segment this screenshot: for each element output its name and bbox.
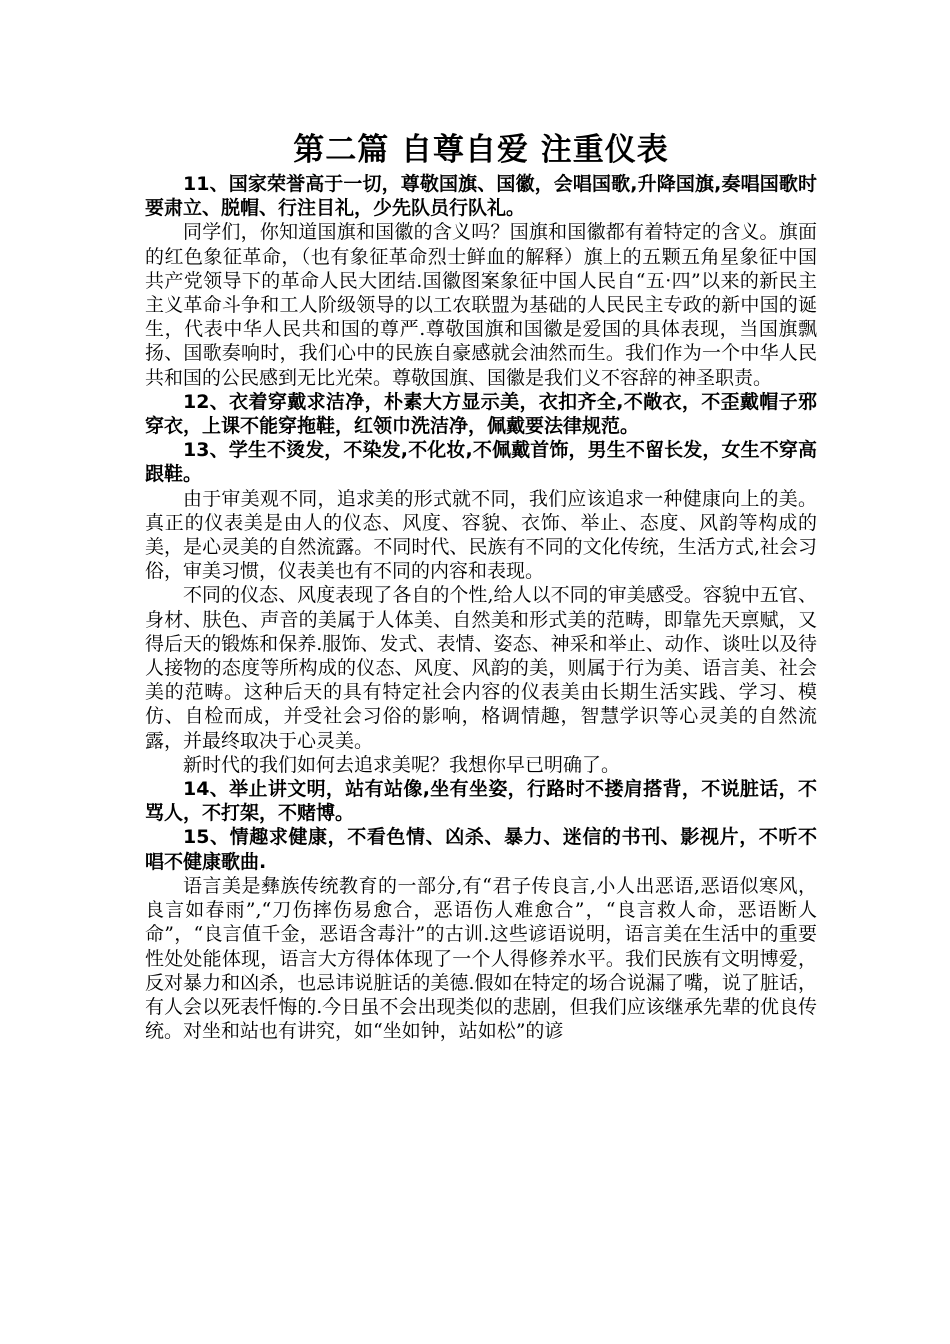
body-paragraph: 由于审美观不同，追求美的形式就不同，我们应该追求一种健康向上的美。真正的仪表美是由人的仪态、风度、容貌、衣饰、举止、态度、风韵等构成的美，是心灵美的自然流露。不同时代、民族有不同的文化传统，生活方式,社会习俗，审美习惯，仪表美也有不同的内容和表现。 bbox=[145, 487, 817, 583]
body-paragraph: 不同的仪态、风度表现了各自的个性,给人以不同的审美感受。容貌中五官、身材、肤色、声音的美属于人体美、自然美和形式美的范畴，即靠先天禀赋，又得后天的锻炼和保养.服饰、发式、表情、姿态、神采和举止、动作、谈吐以及待人接物的态度等所构成的仪态、风度、风韵的美，则属于行为美、语言美、社会美的范畴。这种后天的具有特定社会内容的仪表美由长期生活实践、学习、模仿、自检而成，并受社会习俗的影响，格调情趣，智慧学识等心灵美的自然流露，并最终取决于心灵美。 bbox=[145, 584, 817, 752]
document-body bbox=[145, 172, 817, 1043]
body-paragraph: 同学们，你知道国旗和国徽的含义吗？国旗和国徽都有着特定的含义。旗面的红色象征革命，（也有象征革命烈士鲜血的解释）旗上的五颗五角星象征中国共产党领导下的革命人民大团结.国徽图案象征中国人民自“五·四”以来的新民主主义革命斗争和工人阶级领导的以工农联盟为基础的人民民主专政的新中国的诞生，代表中华人民共和国的尊严.尊敬国旗和国徽是爱国的具体表现，当国旗飘扬、国歌奏响时，我们心中的民族自豪感就会油然而生。我们作为一个中华人民共和国的公民感到无比光荣。尊敬国旗、国徽是我们义不容辞的神圣职责。 bbox=[145, 221, 817, 389]
body-paragraph: 新时代的我们如何去追求美呢？我想你早已明确了。 bbox=[183, 753, 621, 776]
document-page bbox=[145, 128, 817, 1043]
rule-paragraph: 14、举止讲文明，站有站像,坐有坐姿，行路时不搂肩搭背，不说脏话，不骂人，不打架，不赌博。 bbox=[145, 778, 817, 825]
rule-paragraph: 12、衣着穿戴求洁净，朴素大方显示美，衣扣齐全,不敞衣，不歪戴帽子邪穿衣，上课不能穿拖鞋，红领巾洗洁净，佩戴要法律规范。 bbox=[145, 390, 817, 438]
rule-paragraph: 11、国家荣誉高于一切，尊敬国旗、国徽，会唱国歌,升降国旗,奏唱国歌时要肃立、脱帽、行注目礼，少先队员行队礼。 bbox=[145, 173, 817, 220]
body-paragraph: 语言美是彝族传统教育的一部分,有“君子传良言,小人出恶语,恶语似寒风，良言如春雨”,“刀伤摔伤易愈合，恶语伤人难愈合”，“良言救人命，恶语断人命”，“良言值千金，恶语含毒汁”的古训.这些谚语说明，语言美在生活中的重要性处处能体现，语言大方得体体现了一个人得修养水平。我们民族有文明博爱，反对暴力和凶杀，也忌讳说脏话的美德.假如在特定的场合说漏了嘴，说了脏话，有人会以死表忏悔的.今日虽不会出现类似的悲剧，但我们应该继承先辈的优良传统。对坐和站也有讲究，如“坐如钟，站如松”的谚 bbox=[145, 874, 817, 1043]
document-title: 第二篇 自尊自爱 注重仪表 bbox=[293, 132, 669, 168]
rule-paragraph: 15、情趣求健康，不看色情、凶杀、暴力、迷信的书刊、影视片，不听不唱不健康歌曲. bbox=[145, 826, 817, 873]
rule-paragraph: 13、学生不烫发，不染发,不化妆,不佩戴首饰，男生不留长发，女生不穿高跟鞋。 bbox=[145, 439, 817, 486]
